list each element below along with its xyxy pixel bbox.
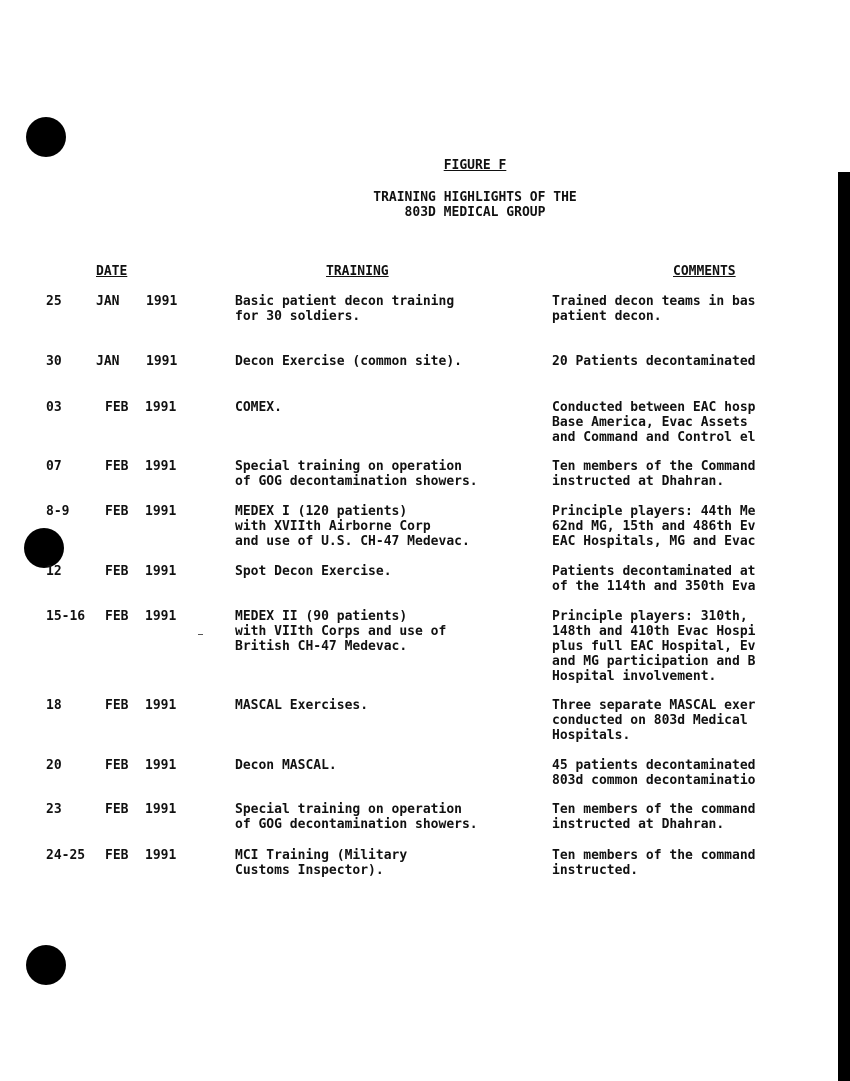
row-month: JAN xyxy=(96,354,120,369)
comments-line: plus full EAC Hospital, Ev xyxy=(552,639,756,654)
comments-line: Three separate MASCAL exer xyxy=(552,698,756,713)
row-year: 1991 xyxy=(145,459,177,474)
row-year: 1991 xyxy=(145,802,177,817)
comments-line: and MG participation and B xyxy=(552,654,756,669)
row-day: 07 xyxy=(46,459,62,474)
row-comments xyxy=(552,400,836,445)
row-day: 03 xyxy=(46,400,62,415)
row-year: 1991 xyxy=(145,698,177,713)
row-day: 8-9 xyxy=(46,504,70,519)
comments-line: Principle players: 310th, xyxy=(552,609,748,624)
row-year: 1991 xyxy=(145,504,177,519)
training-line: Decon Exercise (common site). xyxy=(235,354,462,369)
row-comments xyxy=(552,294,836,324)
comments-line: conducted on 803d Medical xyxy=(552,713,748,728)
comments-line: instructed at Dhahran. xyxy=(552,817,725,832)
row-month: FEB xyxy=(105,400,129,415)
scan-speck xyxy=(198,634,203,635)
comments-line: 20 Patients decontaminated xyxy=(552,354,756,369)
punch-hole-middle xyxy=(24,528,64,568)
punch-hole-bottom xyxy=(26,945,66,985)
training-line: with VIIth Corps and use of xyxy=(235,624,447,639)
comments-line: 62nd MG, 15th and 486th Ev xyxy=(552,519,756,534)
row-year: 1991 xyxy=(146,294,178,309)
row-training xyxy=(235,758,547,773)
row-comments xyxy=(552,802,836,832)
comments-line: and Command and Control el xyxy=(552,430,756,445)
comments-line: Conducted between EAC hosp xyxy=(552,400,756,415)
row-day: 30 xyxy=(46,354,62,369)
document-title-line-2: 803D MEDICAL GROUP xyxy=(404,205,546,220)
row-month: FEB xyxy=(105,848,129,863)
row-training xyxy=(235,564,547,579)
training-line: for 30 soldiers. xyxy=(235,309,361,324)
row-training xyxy=(235,609,547,654)
row-day: 25 xyxy=(46,294,62,309)
row-comments xyxy=(552,459,836,489)
row-comments xyxy=(552,609,836,684)
row-month: FEB xyxy=(105,758,129,773)
row-month: FEB xyxy=(105,802,129,817)
comments-line: Hospitals. xyxy=(552,728,631,743)
comments-line: instructed. xyxy=(552,863,639,878)
training-line: of GOG decontamination showers. xyxy=(235,474,478,489)
row-month: FEB xyxy=(105,564,129,579)
comments-line: of the 114th and 350th Eva xyxy=(552,579,756,594)
row-day: 24-25 xyxy=(46,848,86,863)
comments-line: Trained decon teams in bas xyxy=(552,294,756,309)
row-comments xyxy=(552,848,836,878)
row-year: 1991 xyxy=(146,354,178,369)
row-month: FEB xyxy=(105,504,129,519)
training-line: Customs Inspector). xyxy=(235,863,384,878)
column-header-training: TRAINING xyxy=(326,264,389,279)
comments-line: Ten members of the command xyxy=(552,802,756,817)
training-line: Basic patient decon training xyxy=(235,294,455,309)
row-year: 1991 xyxy=(145,609,177,624)
row-day: 23 xyxy=(46,802,62,817)
comments-line: instructed at Dhahran. xyxy=(552,474,725,489)
training-line: MASCAL Exercises. xyxy=(235,698,369,713)
row-training xyxy=(235,802,547,832)
training-line: and use of U.S. CH-47 Medevac. xyxy=(235,534,470,549)
row-year: 1991 xyxy=(145,758,177,773)
row-year: 1991 xyxy=(145,400,177,415)
row-day: 20 xyxy=(46,758,62,773)
row-month: JAN xyxy=(96,294,120,309)
row-comments xyxy=(552,354,836,369)
training-line: MCI Training (Military xyxy=(235,848,408,863)
training-line: Decon MASCAL. xyxy=(235,758,337,773)
row-month: FEB xyxy=(105,609,129,624)
row-day: 15-16 xyxy=(46,609,86,624)
comments-line: Base America, Evac Assets xyxy=(552,415,748,430)
comments-line: Ten members of the command xyxy=(552,848,756,863)
row-comments xyxy=(552,758,836,788)
comments-line: Ten members of the Command xyxy=(552,459,756,474)
row-comments xyxy=(552,564,836,594)
comments-line: patient decon. xyxy=(552,309,662,324)
row-comments xyxy=(552,504,836,549)
row-month: FEB xyxy=(105,459,129,474)
row-training xyxy=(235,459,547,489)
scan-edge-bar xyxy=(838,172,850,1081)
row-training xyxy=(235,354,547,369)
row-year: 1991 xyxy=(145,564,177,579)
row-training xyxy=(235,400,547,415)
training-line: MEDEX II (90 patients) xyxy=(235,609,408,624)
training-line: British CH-47 Medevac. xyxy=(235,639,408,654)
punch-hole-top xyxy=(26,117,66,157)
document-title-line-1: TRAINING HIGHLIGHTS OF THE xyxy=(373,190,577,205)
comments-line: 45 patients decontaminated xyxy=(552,758,756,773)
row-training xyxy=(235,504,547,549)
comments-line: Principle players: 44th Me xyxy=(552,504,756,519)
row-training xyxy=(235,698,547,713)
training-line: with XVIIth Airborne Corp xyxy=(235,519,431,534)
comments-line: 803d common decontaminatio xyxy=(552,773,756,788)
row-day: 18 xyxy=(46,698,62,713)
comments-line: Hospital involvement. xyxy=(552,669,717,684)
row-comments xyxy=(552,698,836,743)
figure-label: FIGURE F xyxy=(443,158,507,173)
training-line: MEDEX I (120 patients) xyxy=(235,504,408,519)
row-training xyxy=(235,848,547,878)
row-month: FEB xyxy=(105,698,129,713)
row-year: 1991 xyxy=(145,848,177,863)
training-line: COMEX. xyxy=(235,400,282,415)
training-line: Special training on operation xyxy=(235,459,462,474)
comments-line: EAC Hospitals, MG and Evac xyxy=(552,534,756,549)
training-line: Spot Decon Exercise. xyxy=(235,564,392,579)
comments-line: 148th and 410th Evac Hospi xyxy=(552,624,756,639)
column-header-comments: COMMENTS xyxy=(673,264,736,279)
row-day: 12 xyxy=(46,564,62,579)
comments-line: Patients decontaminated at xyxy=(552,564,756,579)
column-header-date: DATE xyxy=(96,264,128,279)
training-line: of GOG decontamination showers. xyxy=(235,817,478,832)
row-training xyxy=(235,294,547,324)
training-line: Special training on operation xyxy=(235,802,462,817)
